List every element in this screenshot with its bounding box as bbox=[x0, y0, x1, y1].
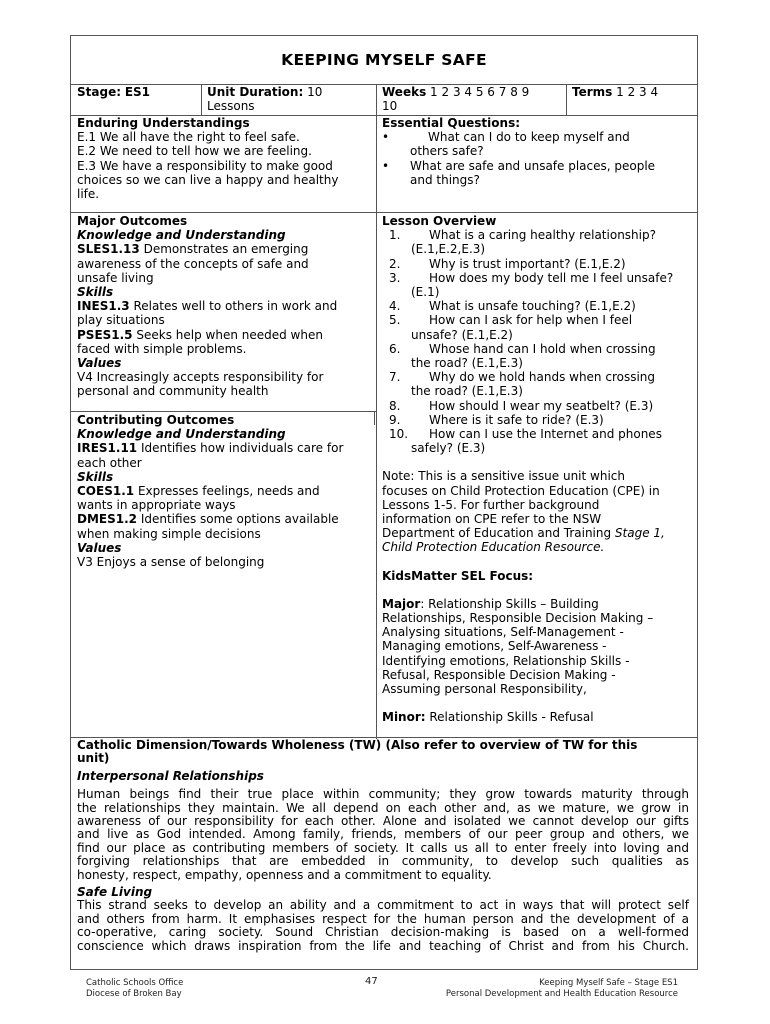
lesson-question-cont: the road? (E.1,E.3) bbox=[411, 384, 523, 399]
major-focus-text: Assuming personal Responsibility, bbox=[382, 682, 587, 697]
unit-overview-table bbox=[70, 35, 698, 970]
outcome-text: awareness of the concepts of safe and bbox=[77, 256, 309, 271]
lesson-item bbox=[382, 427, 694, 455]
outcome-code: IRES1.11 bbox=[77, 441, 138, 456]
lesson-item bbox=[382, 299, 694, 313]
catholic-heading: unit) bbox=[77, 751, 110, 766]
resource-title: Child Protection Education Resource. bbox=[382, 540, 605, 555]
paragraph-line: co-operative, caring society. Sound Christian decision-making is based on a well-formed bbox=[77, 925, 689, 940]
lesson-number: 5. bbox=[389, 313, 401, 328]
safe-living-heading: Safe Living bbox=[77, 885, 153, 900]
outcome-text: personal and community health bbox=[77, 384, 269, 399]
note-line: Department of Education and Training bbox=[382, 526, 615, 541]
enduring-line: choices so we can live a happy and healthy bbox=[77, 172, 339, 187]
lesson-question: How does my body tell me I feel unsafe? bbox=[429, 270, 674, 285]
divider bbox=[201, 84, 202, 115]
divider-tick bbox=[374, 411, 375, 425]
values-heading: Values bbox=[77, 540, 122, 555]
lesson-question: How should I wear my seatbelt? (E.3) bbox=[429, 398, 654, 413]
kidsmatter-heading: KidsMatter SEL Focus: bbox=[382, 568, 534, 583]
interpersonal-text bbox=[77, 788, 689, 882]
row-divider bbox=[71, 411, 376, 412]
essential-heading: Essential Questions: bbox=[382, 116, 521, 130]
outcome-text: Expresses feelings, needs and bbox=[137, 484, 320, 499]
footer-diocese: Diocese of Broken Bay bbox=[86, 988, 182, 999]
outcome-text: Seeks help when needed when bbox=[136, 327, 323, 342]
outcome-text: faced with simple problems. bbox=[77, 341, 247, 356]
paragraph-line: forgiving relationships that are embedded in community, to develop such qualities as bbox=[77, 854, 689, 869]
major-heading: Major Outcomes bbox=[77, 214, 188, 228]
outcome-code: SLES1.13 bbox=[77, 242, 140, 257]
row-divider bbox=[71, 212, 697, 213]
stage-cell bbox=[71, 84, 201, 115]
weeks-label: Weeks bbox=[382, 85, 427, 99]
outcome-code: PSES1.5 bbox=[77, 327, 133, 342]
enduring-line: E.1 We all have the right to feel safe. bbox=[77, 130, 300, 145]
terms-value: 1 2 3 4 bbox=[616, 85, 659, 99]
contributing-outcomes bbox=[77, 413, 373, 569]
lesson-number: 1. bbox=[389, 228, 401, 243]
terms-cell bbox=[566, 84, 697, 115]
lesson-number: 8. bbox=[389, 398, 401, 413]
paragraph-line: Human beings find their true place within community; they grow towards maturity through bbox=[77, 787, 689, 802]
duration-label: Unit Duration: bbox=[207, 85, 304, 99]
weeks-value-2: 10 bbox=[382, 98, 398, 113]
enduring-line: life. bbox=[77, 187, 100, 202]
question-text: and things? bbox=[410, 172, 480, 187]
outcome-text: wants in appropriate ways bbox=[77, 498, 236, 513]
paragraph-line: awareness of our responsibility for each other. Alone and isolated we cannot develop our gifts bbox=[77, 814, 689, 829]
stage-value: ES1 bbox=[124, 85, 151, 99]
lesson-number: 9. bbox=[389, 412, 401, 427]
values-heading: Values bbox=[77, 356, 122, 371]
enduring-line: E.3 We have a responsibility to make good bbox=[77, 158, 333, 173]
paragraph-line: find our place as contributing members of society. It calls us all to enter freely into loving and bbox=[77, 840, 689, 855]
lesson-item bbox=[382, 271, 694, 299]
enduring-heading: Enduring Understandings bbox=[77, 116, 250, 130]
page-number: 47 bbox=[365, 976, 378, 987]
major-focus-text: Managing emotions, Self-Awareness - bbox=[382, 639, 607, 654]
lesson-question: Why is trust important? (E.1,E.2) bbox=[429, 256, 626, 271]
duration-value: 10 bbox=[307, 85, 323, 99]
bullet-icon: • bbox=[382, 158, 390, 173]
paragraph-line: This strand seeks to develop an ability and a commitment to act in ways that will protect self bbox=[77, 898, 689, 913]
ku-heading: Knowledge and Understanding bbox=[77, 228, 286, 243]
weeks-cell bbox=[376, 84, 566, 115]
major-focus-label: Major bbox=[382, 596, 421, 611]
paragraph-line: and live as God intended. Among family, friends, members of our peer group and others, we bbox=[77, 827, 689, 842]
unit-info-row bbox=[71, 84, 697, 116]
terms-label: Terms bbox=[572, 85, 613, 99]
lesson-question-cont: (E.1) bbox=[411, 285, 440, 300]
paragraph-line: the relationships they maintain. We all depend on each other and, as we mature, we grow in bbox=[77, 800, 689, 815]
paragraph-line: and others from harm. It emphasises respect for the human person and the development of a bbox=[77, 911, 689, 926]
lesson-question: Whose hand can I hold when crossing bbox=[429, 341, 656, 356]
lesson-question-cont: safely? (E.3) bbox=[411, 441, 486, 456]
interpersonal-heading: Interpersonal Relationships bbox=[77, 768, 264, 783]
footer-org: Catholic Schools Office bbox=[86, 978, 184, 988]
divider bbox=[376, 84, 377, 115]
major-focus-text: Analysing situations, Self-Management - bbox=[382, 625, 624, 640]
major-focus-text: Relationships, Responsible Decision Making – bbox=[382, 611, 654, 626]
lesson-question-cont: unsafe? (E.1,E.2) bbox=[411, 327, 513, 342]
outcome-code: COES1.1 bbox=[77, 484, 135, 499]
lesson-number: 3. bbox=[389, 270, 401, 285]
lesson-number: 6. bbox=[389, 341, 401, 356]
major-focus-text: : Relationship Skills – Building bbox=[420, 596, 599, 611]
lesson-overview-heading: Lesson Overview bbox=[382, 214, 497, 228]
catholic-dimension bbox=[77, 739, 689, 953]
lesson-question-cont: (E.1,E.2,E.3) bbox=[411, 242, 486, 257]
outcome-text: V3 Enjoys a sense of belonging bbox=[77, 555, 265, 570]
question-item bbox=[382, 159, 692, 187]
lesson-question: What is unsafe touching? (E.1,E.2) bbox=[429, 299, 636, 314]
note-line: Note: This is a sensitive issue unit which bbox=[382, 469, 625, 484]
safe-living-text bbox=[77, 899, 689, 953]
lesson-overview bbox=[382, 214, 694, 725]
outcome-text: V4 Increasingly accepts responsibility for bbox=[77, 370, 324, 385]
outcome-text: unsafe living bbox=[77, 270, 154, 285]
enduring-understandings bbox=[77, 116, 373, 201]
lesson-item bbox=[382, 342, 694, 370]
duration-cell bbox=[201, 84, 376, 115]
catholic-heading: Catholic Dimension/Towards Wholeness (TW) (Also refer to overview of TW for this bbox=[77, 738, 638, 752]
column-divider bbox=[376, 115, 377, 739]
lesson-item bbox=[382, 257, 694, 271]
bullet-icon: • bbox=[382, 130, 390, 145]
essential-questions bbox=[382, 116, 692, 187]
stage-label: Stage: bbox=[77, 85, 122, 99]
lesson-number: 10. bbox=[389, 427, 409, 442]
major-focus-text: Refusal, Responsible Decision Making - bbox=[382, 667, 616, 682]
divider bbox=[566, 84, 567, 115]
duration-unit: Lessons bbox=[207, 98, 255, 113]
minor-focus-label: Minor: bbox=[382, 710, 426, 725]
enduring-line: E.2 We need to tell how we are feeling. bbox=[77, 144, 312, 159]
question-text: What are safe and unsafe places, people bbox=[410, 158, 656, 173]
lesson-question-cont: the road? (E.1,E.3) bbox=[411, 356, 523, 371]
footer-left bbox=[86, 978, 183, 999]
major-outcomes bbox=[77, 214, 373, 399]
major-focus-text: Identifying emotions, Relationship Skills - bbox=[382, 653, 630, 668]
question-item bbox=[382, 130, 692, 158]
ku-heading: Knowledge and Understanding bbox=[77, 427, 286, 442]
outcome-text: each other bbox=[77, 455, 142, 470]
outcome-code: DMES1.2 bbox=[77, 512, 137, 527]
lesson-number: 7. bbox=[389, 370, 401, 385]
lesson-question: Why do we hold hands when crossing bbox=[429, 370, 656, 385]
lesson-number: 4. bbox=[389, 299, 401, 314]
outcome-text: when making simple decisions bbox=[77, 526, 261, 541]
note-line: Lessons 1-5. For further background bbox=[382, 497, 600, 512]
question-text: What can I do to keep myself and bbox=[428, 130, 630, 145]
contributing-heading: Contributing Outcomes bbox=[77, 413, 235, 427]
lesson-item bbox=[382, 370, 694, 398]
note-line: focuses on Child Protection Education (CPE) in bbox=[382, 483, 660, 498]
lesson-item bbox=[382, 399, 694, 413]
weeks-value: 1 2 3 4 5 6 7 8 9 bbox=[430, 85, 530, 99]
outcome-text: play situations bbox=[77, 313, 165, 328]
skills-heading: Skills bbox=[77, 285, 114, 300]
lesson-question: Where is it safe to ride? (E.3) bbox=[429, 412, 604, 427]
lesson-number: 2. bbox=[389, 256, 401, 271]
lesson-item bbox=[382, 313, 694, 341]
lesson-list bbox=[382, 228, 694, 455]
lesson-question: How can I ask for help when I feel bbox=[429, 313, 633, 328]
outcome-code: INES1.3 bbox=[77, 299, 130, 314]
page-title: KEEPING MYSELF SAFE bbox=[71, 36, 697, 85]
outcome-text: Relates well to others in work and bbox=[133, 299, 338, 314]
footer-resource: Personal Development and Health Education Resource bbox=[445, 988, 678, 999]
skills-heading: Skills bbox=[77, 469, 114, 484]
lesson-question: What is a caring healthy relationship? bbox=[429, 228, 656, 243]
resource-title: Stage 1, bbox=[614, 526, 665, 541]
outcome-text: Demonstrates an emerging bbox=[143, 242, 309, 257]
footer-unit: Keeping Myself Safe – Stage ES1 bbox=[539, 978, 678, 988]
lesson-item bbox=[382, 228, 694, 256]
minor-focus-text: Relationship Skills - Refusal bbox=[425, 710, 594, 725]
note-line: information on CPE refer to the NSW bbox=[382, 512, 602, 527]
lesson-question: How can I use the Internet and phones bbox=[429, 427, 662, 442]
question-text: others safe? bbox=[410, 144, 484, 159]
paragraph-line: honesty, respect, empathy, openness and a commitment to equality. bbox=[77, 867, 492, 882]
footer-right bbox=[446, 978, 678, 999]
lesson-item bbox=[382, 413, 694, 427]
paragraph-line: conscience which draws inspiration from the life and teaching of Christ and from his Church. bbox=[77, 938, 689, 953]
outcome-text: Identifies some options available bbox=[140, 512, 339, 527]
outcome-text: Identifies how individuals care for bbox=[140, 441, 344, 456]
